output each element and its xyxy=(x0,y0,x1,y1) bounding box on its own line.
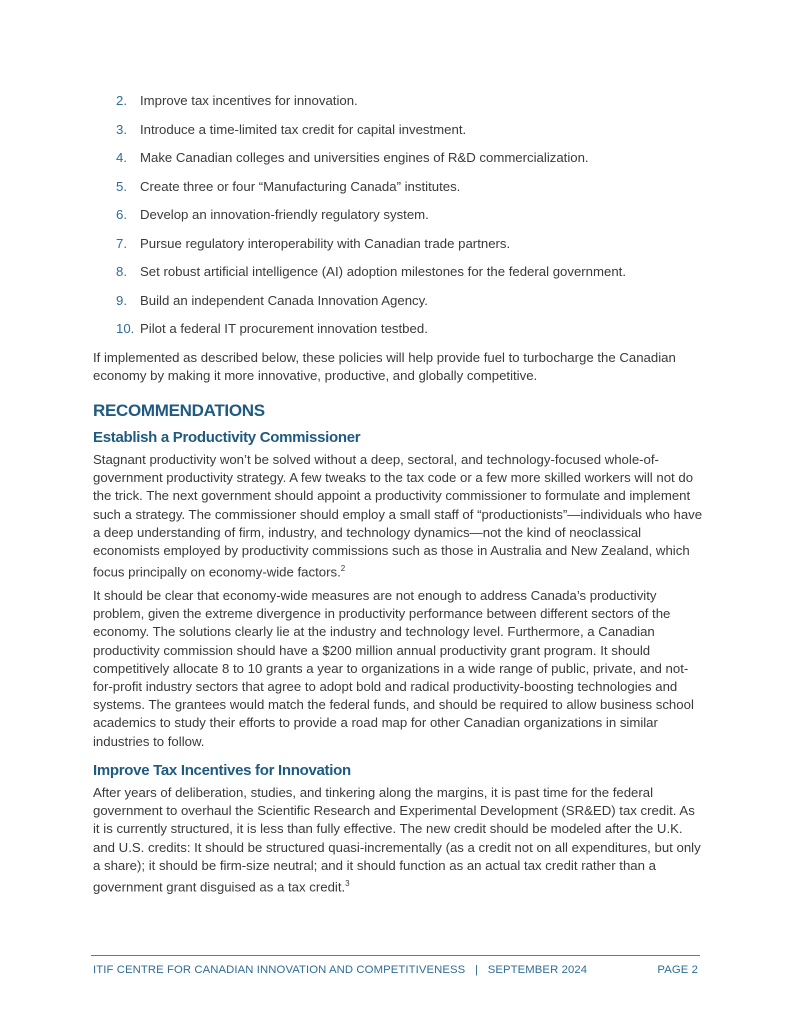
recommendations-heading: RECOMMENDATIONS xyxy=(93,401,265,420)
list-text: Pursue regulatory interoperability with Canadian trade partners. xyxy=(140,235,511,251)
list-item xyxy=(116,292,626,321)
page-footer xyxy=(93,964,698,976)
footnote-ref[interactable]: 2 xyxy=(340,564,346,574)
section1-paragraph-2: It should be clear that economy-wide measures are not enough to address Canada’s productivity problem, given the extreme divergence in productivity performance between different sectors of the economy. The solutions clearly lie at the industry and technology level. Furthermore, a Canadian productivity commission should have a $200 million annual productivity grant program. It should competitively allocate 8 to 10 grants a year to organizations in a wide range of public, private, and not-for-profit industry sectors that agree to adopt bold and radical productivity-boosting technologies and systems. The grantees would match the federal funds, and should be required to allow business school academics to study their efforts to provide a road map for other Canadian organizations in similar industries to follow. xyxy=(93,588,694,749)
list-number: 6. xyxy=(116,207,127,222)
footer-date: SEPTEMBER 2024 xyxy=(487,964,588,976)
list-text: Improve tax incentives for innovation. xyxy=(140,93,358,108)
list-number: 5. xyxy=(116,178,127,194)
section-heading-productivity-commissioner: Establish a Productivity Commissioner xyxy=(93,429,361,446)
list-text: Make Canadian colleges and universities engines of R&D commercialization. xyxy=(140,150,589,165)
footer-publication xyxy=(93,964,587,976)
section-heading-tax-incentives: Improve Tax Incentives for Innovation xyxy=(93,762,351,779)
list-item xyxy=(116,206,626,235)
list-text: Create three or four “Manufacturing Canada” institutes. xyxy=(140,178,461,194)
list-item xyxy=(116,149,626,178)
list-text: Build an independent Canada Innovation Agency. xyxy=(140,292,428,308)
list-number: 3. xyxy=(116,121,127,137)
list-number: 9. xyxy=(116,292,127,308)
recommendation-list xyxy=(116,92,626,349)
list-number: 7. xyxy=(116,235,127,251)
list-number: 8. xyxy=(116,264,127,279)
list-text: Introduce a time-limited tax credit for capital investment. xyxy=(140,121,467,137)
list-text: Pilot a federal IT procurement innovation testbed. xyxy=(140,321,428,336)
paragraph-text: Stagnant productivity won’t be solved without a deep, sectoral, and technology-focused whole-of-government productivity strategy. A few tweaks to the tax code or a few more skilled workers will not do the trick. The next government should appoint a productivity commissioner to formulate and implement such a strategy. The commissioner should employ a small staff of “productionists”—individuals who have a deep understanding of firm, industry, and technology dynamics—not the kind of neoclassical economists employed by productivity commissions such as those in Australia and New Zealand, which focus principally on economy-wide factors. xyxy=(93,452,703,580)
footer-org: ITIF CENTRE FOR CANADIAN INNOVATION AND COMPETITIVENESS xyxy=(93,964,466,976)
list-number: 2. xyxy=(116,93,127,108)
list-text: Develop an innovation-friendly regulatory system. xyxy=(140,207,429,222)
list-item xyxy=(116,320,626,349)
list-number: 10. xyxy=(116,321,135,336)
footer-divider xyxy=(91,955,700,956)
section1-paragraph-1 xyxy=(93,451,705,582)
intro-paragraph: If implemented as described below, these policies will help provide fuel to turbocharge the Canadian economy by making it more innovative, productive, and globally competitive. xyxy=(93,350,676,384)
list-item xyxy=(116,263,626,292)
list-item xyxy=(116,178,626,207)
paragraph-text: After years of deliberation, studies, and tinkering along the margins, it is past time for the federal government to overhaul the Scientific Research and Experimental Development (SR&ED) tax credit. As it is currently structured, it is less than fully effective. The new credit should be modeled after the U.K. and U.S. credits: It should be structured quasi-incrementally (as a credit not on all expenditures, but only a share); it should be firm-size neutral; and it should function as an actual tax credit rather than a government grant disguised as a tax credit. xyxy=(93,785,701,895)
page-number: PAGE 2 xyxy=(657,964,698,976)
footnote-ref[interactable]: 3 xyxy=(345,879,350,889)
list-item xyxy=(116,121,626,150)
list-number: 4. xyxy=(116,150,127,165)
footer-separator: | xyxy=(474,964,479,976)
list-item xyxy=(116,92,626,121)
section2-paragraph-1 xyxy=(93,784,705,897)
list-text: Set robust artificial intelligence (AI) adoption milestones for the federal government. xyxy=(140,264,626,279)
list-item xyxy=(116,235,626,264)
